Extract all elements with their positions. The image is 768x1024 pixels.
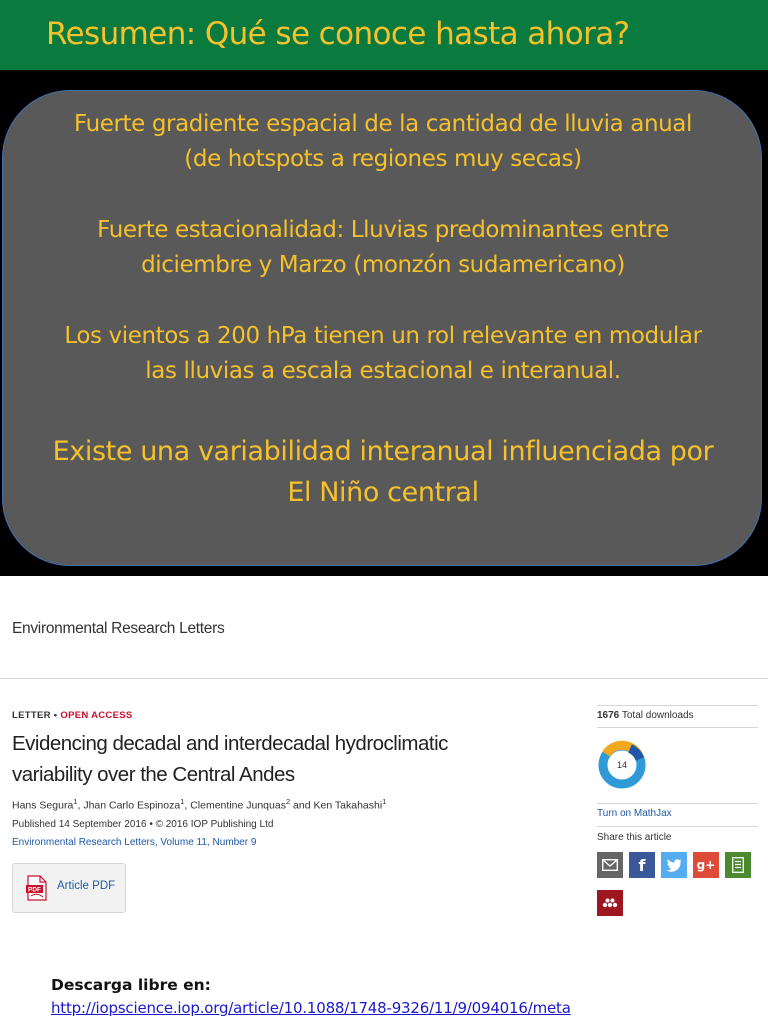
download-count [597,710,694,721]
mathjax-toggle-link[interactable]: Turn on MathJax [597,808,672,819]
google-plus-icon: g+ [696,858,716,872]
summary-point-2 [3,213,763,283]
summary-point-3 [3,319,763,389]
share-twitter-button[interactable] [661,852,687,878]
journal-name[interactable]: Environmental Research Letters [12,620,225,637]
publication-info: Published 14 September 2016 • © 2016 IOP Publishing Ltd [12,819,274,830]
download-link[interactable]: http://iopscience.iop.org/article/10.1088/1748-9326/11/9/094016/meta [51,999,571,1017]
summary-point-3-line-1: Los vientos a 200 hPa tienen un rol relevante en modular [64,323,702,349]
author-list [12,797,386,812]
article-type-line [12,710,133,721]
article-type: LETTER [12,710,51,721]
share-document-button[interactable] [725,852,751,878]
document-icon [732,857,744,873]
twitter-icon [666,859,682,872]
author-affiliation[interactable]: 1 [73,797,78,806]
article-pdf-button[interactable] [12,863,126,913]
sidebar-divider [597,727,758,728]
open-access-badge: OPEN ACCESS [60,710,133,721]
author-name[interactable]: Hans Segura [12,799,74,812]
sidebar-divider [597,826,758,827]
summary-point-1 [3,107,763,177]
author-name[interactable]: Ken Takahashi [313,799,383,812]
share-label: Share this article [597,832,672,843]
summary-point-1-line-2: (de hotspots a regiones muy secas) [184,146,582,172]
summary-point-2-line-2: diciembre y Marzo (monzón sudamericano) [141,252,625,278]
download-count-label: Total downloads [621,710,694,721]
author-separator: and [290,799,314,812]
author-name[interactable]: Jhan Carlo Espinoza [83,799,181,812]
share-facebook-button[interactable] [629,852,655,878]
article-title [12,728,492,790]
download-label: Descarga libre en: [51,976,211,994]
article-title-line-1: Evidencing decadal and interdecadal hydroclimatic [12,732,448,755]
header-divider [0,678,768,679]
share-google-plus-button[interactable] [693,852,719,878]
altmetric-score: 14 [616,760,628,770]
pdf-icon [26,875,48,901]
sidebar-divider [597,803,758,804]
author-separator: , [184,799,191,812]
article-pdf-label: Article PDF [57,880,116,892]
author-name[interactable]: Clementine Junquas [190,799,286,812]
mail-icon [602,859,618,871]
citation-link[interactable]: Environmental Research Letters, Volume 11, Number 9 [12,837,257,848]
summary-point-4 [3,431,763,513]
download-count-value: 1676 [597,710,620,721]
article-title-line-2: variability over the Central Andes [12,763,295,786]
facebook-icon: f [638,855,646,875]
type-separator: • [53,710,58,721]
summary-box [2,90,762,566]
summary-point-4-line-1: Existe una variabilidad interanual influenciada por [52,436,714,467]
article-screenshot [0,576,768,936]
summary-point-3-line-2: las lluvias a escala estacional e interanual. [145,358,621,384]
mendeley-icon [602,897,618,909]
slide-title: Resumen: Qué se conoce hasta ahora? [46,16,630,52]
pdf-icon-text: PDF [28,886,41,894]
share-email-button[interactable] [597,852,623,878]
author-affiliation[interactable]: 1 [180,797,185,806]
summary-point-4-line-2: El Niño central [287,477,479,508]
altmetric-donut[interactable] [597,740,647,790]
summary-point-2-line-1: Fuerte estacionalidad: Lluvias predominantes entre [97,217,669,243]
author-affiliation[interactable]: 2 [285,797,291,806]
author-separator: , [77,799,84,812]
sidebar-divider [597,705,758,706]
share-mendeley-button[interactable] [597,890,623,916]
summary-point-1-line-1: Fuerte gradiente espacial de la cantidad de lluvia anual [74,111,692,137]
slide-title-bar [0,0,768,70]
author-affiliation[interactable]: 1 [382,797,387,806]
